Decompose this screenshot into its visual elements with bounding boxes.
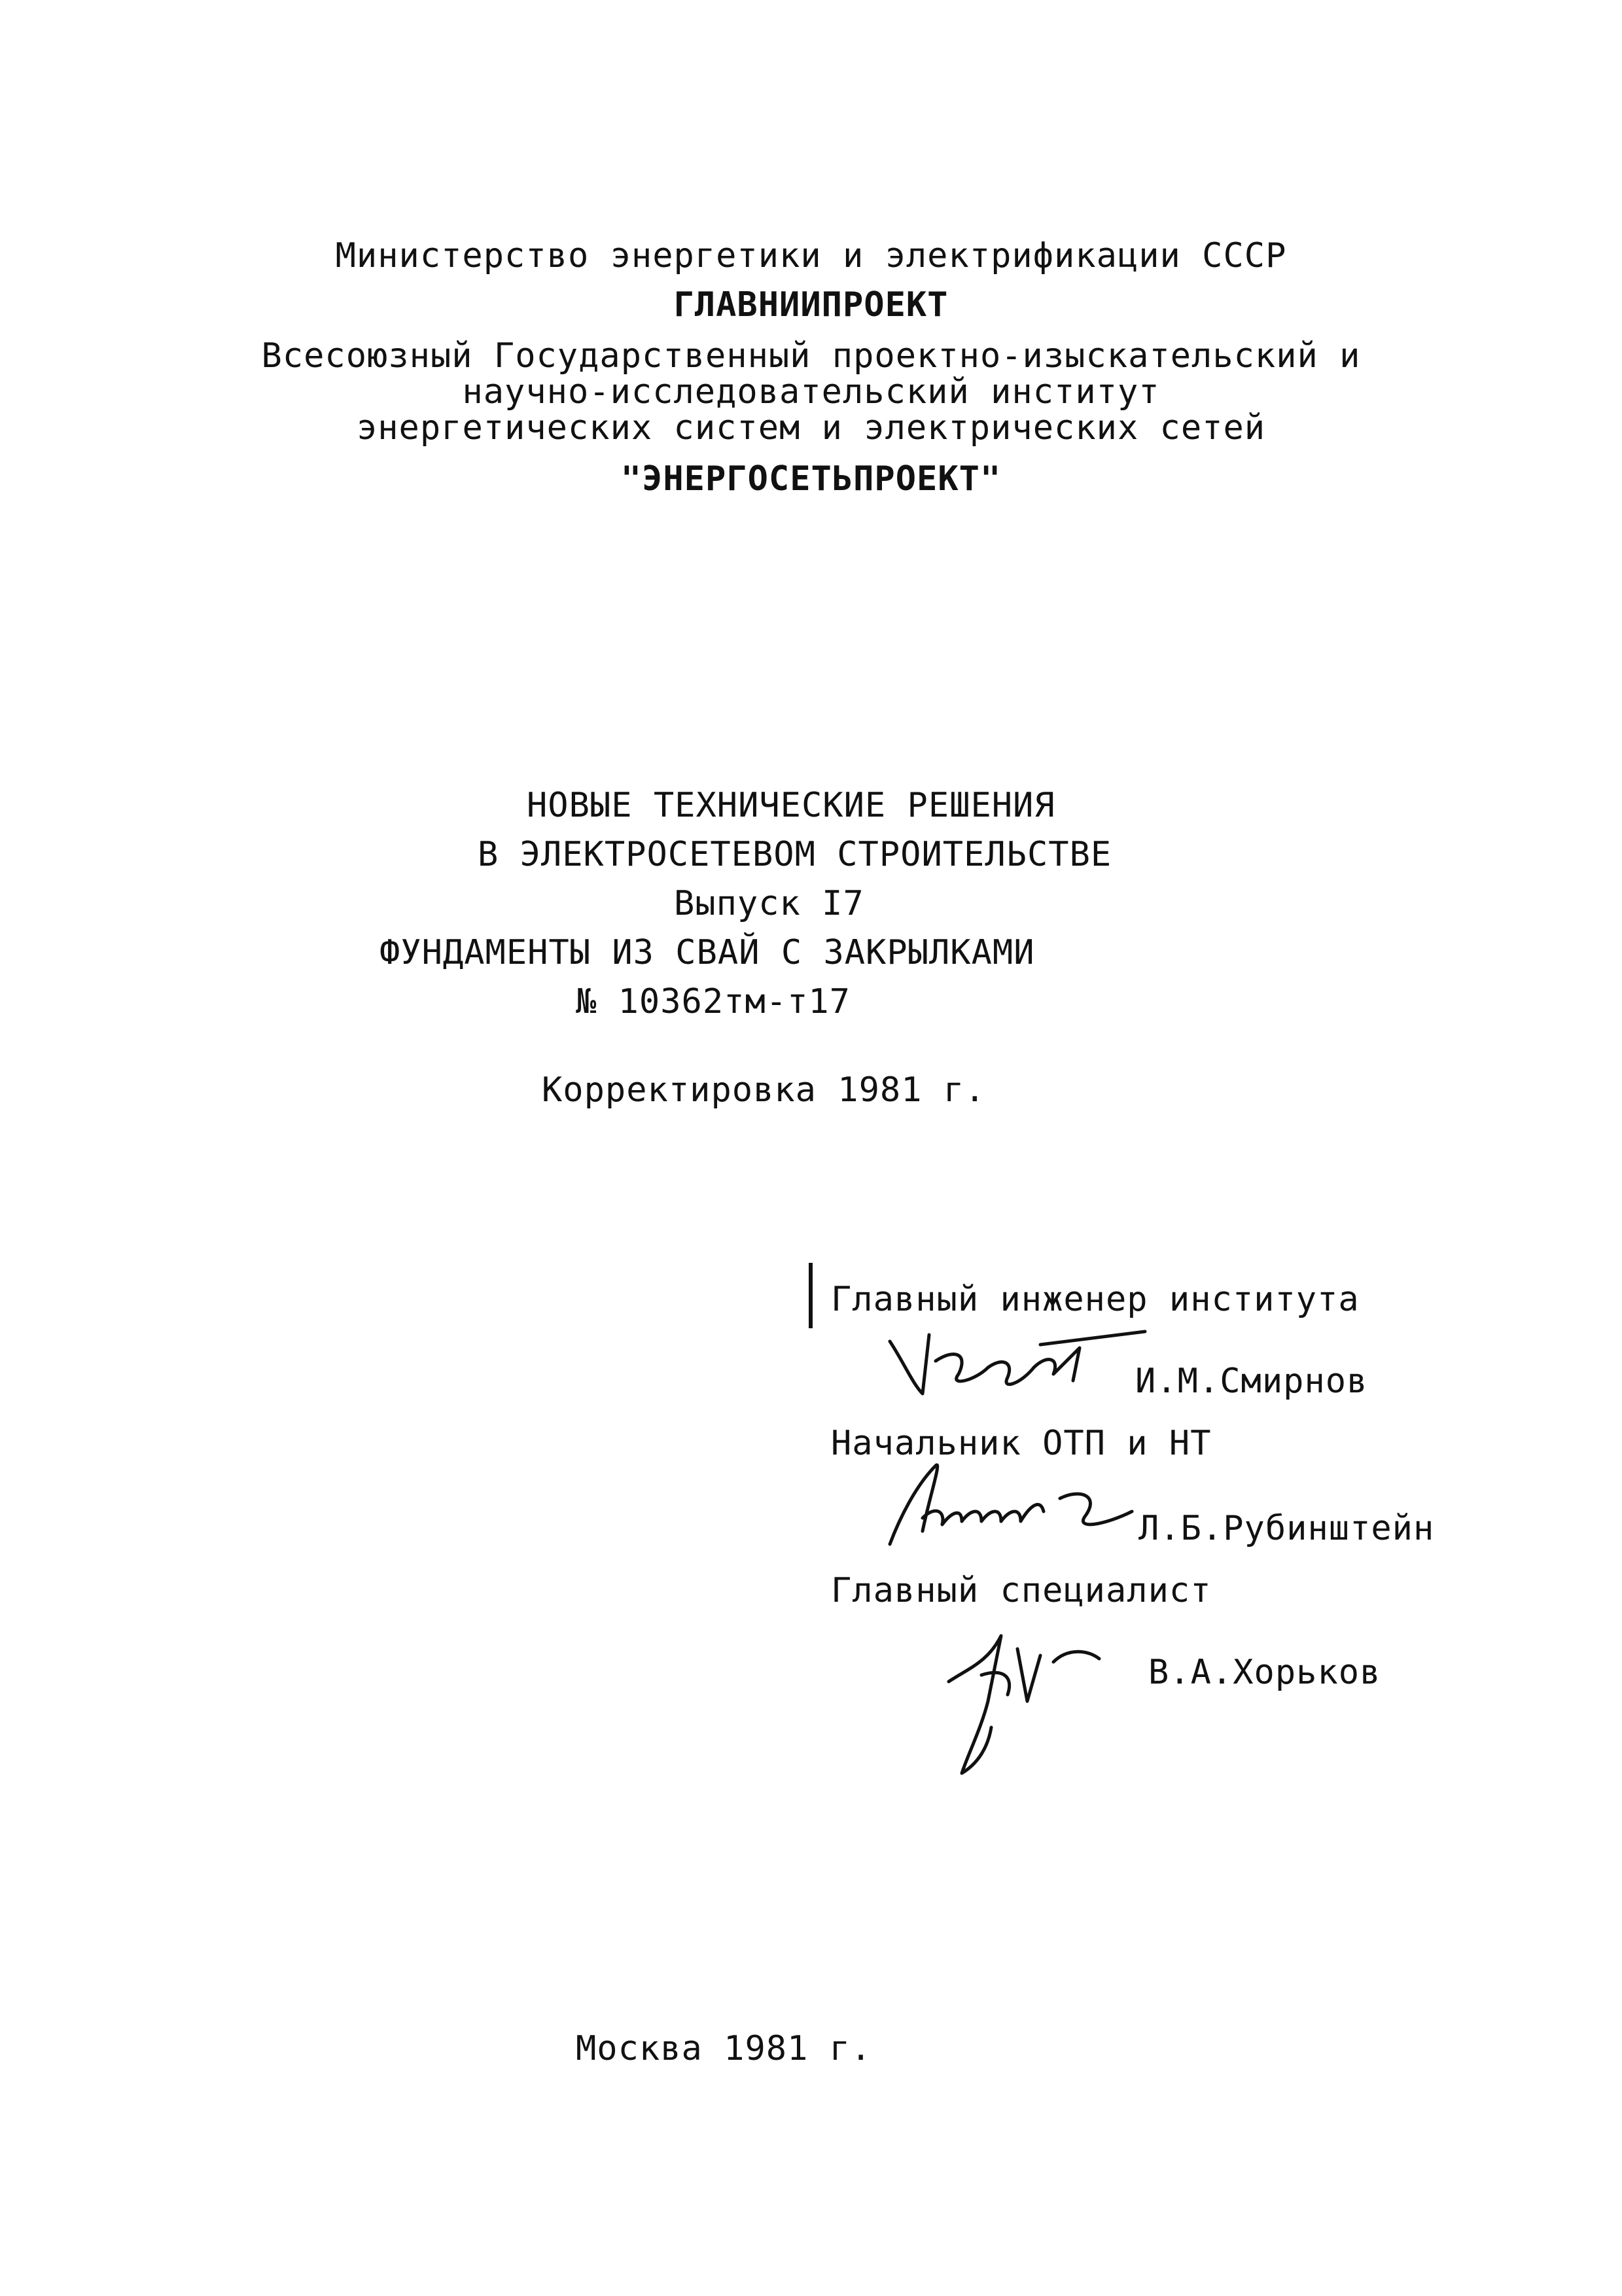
institute-name: "ЭНЕРГОСЕТЬПРОЕКТ" [620,459,1002,499]
margin-mark [809,1263,813,1328]
approval-position-1: Главный инженер института [831,1280,1360,1319]
ministry-name: Министерство энергетики и электрификации СССР [335,236,1287,275]
signature-3 [942,1623,1125,1780]
main-department: ГЛАВНИИПРОЕКТ [673,285,949,325]
document-number: № 10362тм-т17 [576,982,851,1021]
approval-name-2: Л.Б.Рубинштейн [1138,1509,1435,1548]
approval-name-3: В.А.Хорьков [1148,1653,1381,1692]
institute-line-2: научно-исследовательский институт [462,372,1160,412]
institute-line-3: энергетических систем и электрических сетей [356,408,1266,448]
signature-2 [864,1459,1145,1557]
revision-year: Корректировка 1981 г. [542,1070,986,1110]
city-year: Москва 1981 г. [576,2029,872,2068]
approval-position-3: Главный специалист [831,1571,1212,1610]
institute-line-1: Всесоюзный Государственный проектно-изыскательский и [261,336,1361,376]
document-subject: ФУНДАМЕНТЫ ИЗ СВАЙ С ЗАКРЫЛКАМИ [379,933,1035,972]
issue-number: Выпуск I7 [674,884,864,923]
title-line-2: В ЭЛЕКТРОСЕТЕВОМ СТРОИТЕЛЬСТВЕ [478,835,1112,874]
approval-name-1: И.М.Смирнов [1135,1362,1368,1401]
title-line-1: НОВЫЕ ТЕХНИЧЕСКИЕ РЕШЕНИЯ [527,786,1055,825]
approval-position-2: Начальник ОТП и НТ [831,1424,1212,1463]
signature-1 [883,1322,1145,1407]
